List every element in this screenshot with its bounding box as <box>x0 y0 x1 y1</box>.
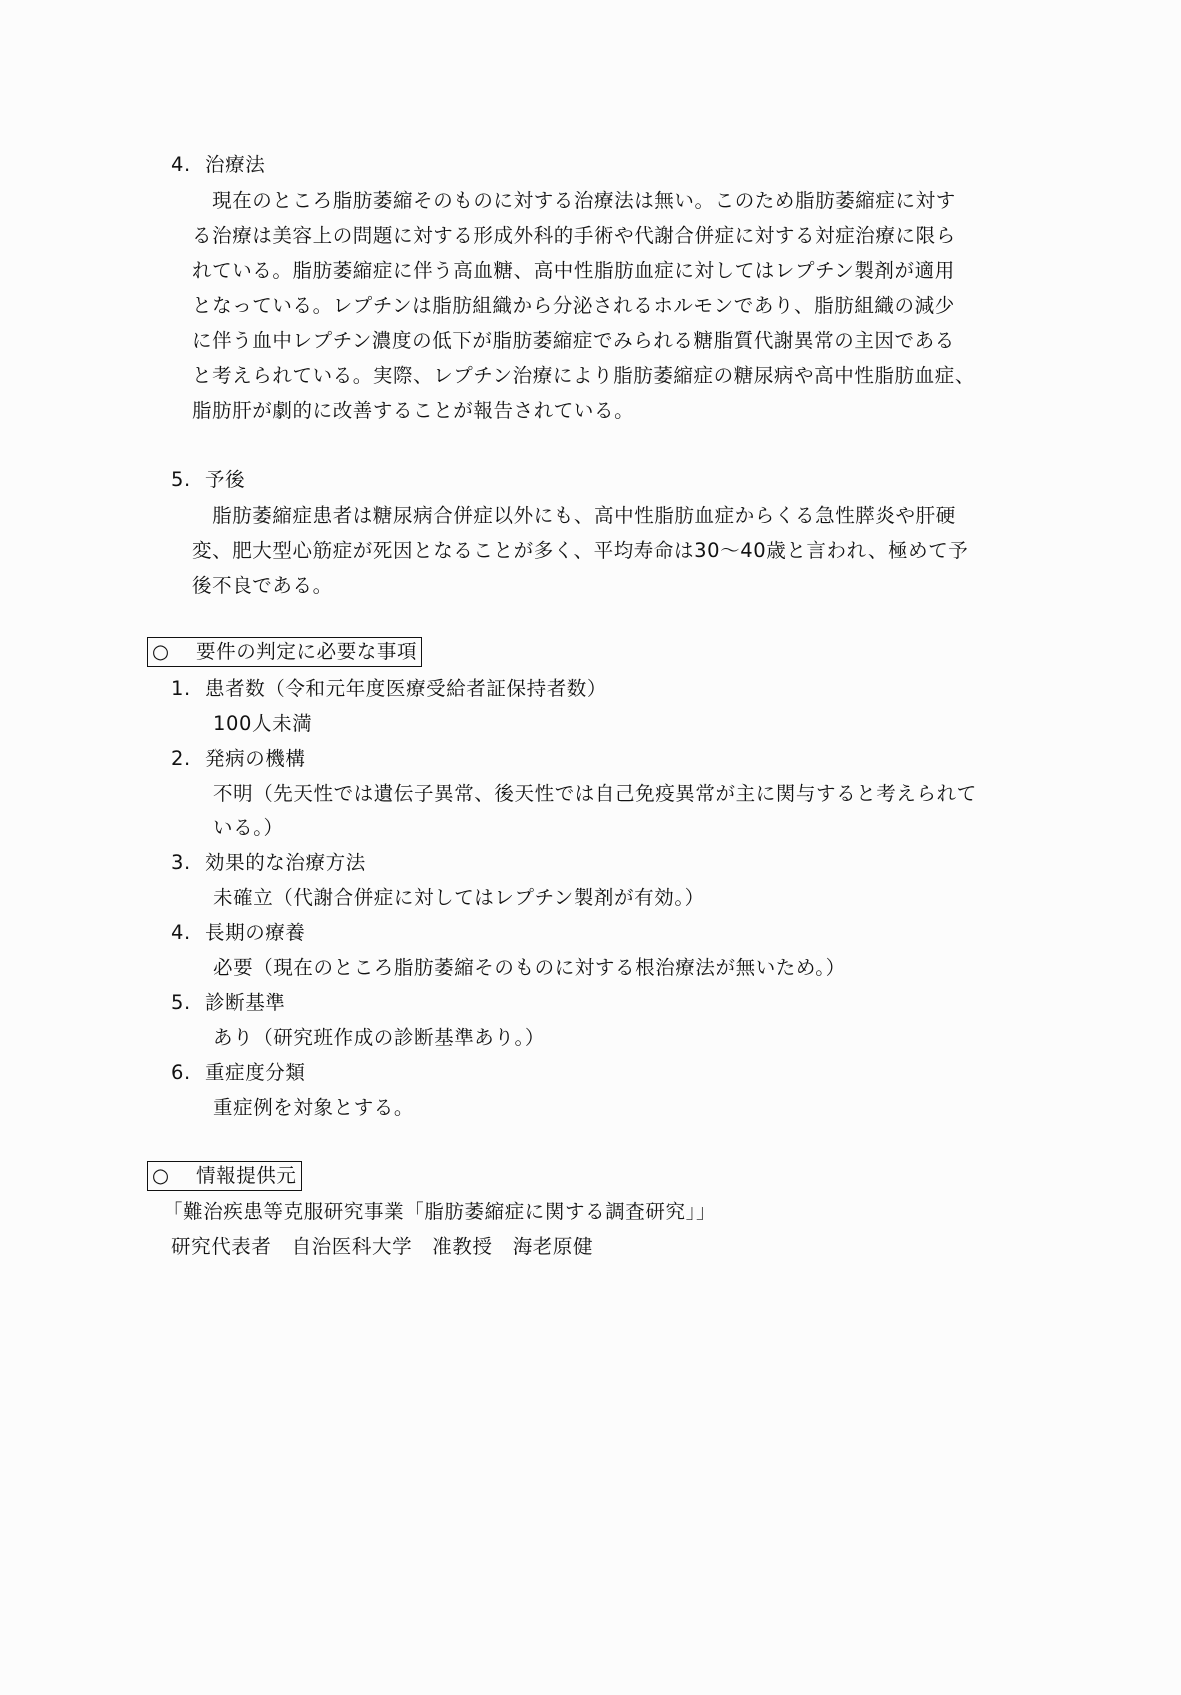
requirement-item-value: いる。） <box>213 816 284 839</box>
item-number: 3. <box>171 851 191 874</box>
source-representative: 研究代表者 自治医科大学 准教授 海老原健 <box>171 1235 594 1258</box>
source-header-box <box>147 1161 302 1191</box>
circle-marker-icon: ○ <box>152 1164 170 1187</box>
item-label: 長期の療養 <box>205 921 306 944</box>
requirement-item-label <box>171 851 366 875</box>
paragraph-line: る治療は美容上の問題に対する形成外科的手術や代謝合併症に対する対症治療に限ら <box>192 224 956 247</box>
circle-marker-icon: ○ <box>152 640 170 663</box>
paragraph-line: に伴う血中レプチン濃度の低下が脂肪萎縮症でみられる糖脂質代謝異常の主因である <box>192 329 955 352</box>
requirement-item-value: 必要（現在のところ脂肪萎縮そのものに対する根治療法が無いため。） <box>213 956 846 979</box>
item-number: 2. <box>171 747 191 770</box>
requirements-header-box <box>147 637 422 667</box>
section-title: 治療法 <box>205 153 266 176</box>
item-label: 診断基準 <box>205 991 286 1014</box>
requirements-header-title: 要件の判定に必要な事項 <box>196 640 418 663</box>
section-title: 予後 <box>205 468 246 491</box>
requirement-item-label <box>171 921 306 945</box>
requirement-item-value: 100人未満 <box>213 712 313 735</box>
requirement-item-value: 重症例を対象とする。 <box>213 1096 415 1119</box>
section-number: 5. <box>171 468 191 491</box>
item-label: 重症度分類 <box>205 1061 306 1084</box>
item-number: 5. <box>171 991 191 1014</box>
item-number: 4. <box>171 921 191 944</box>
treatment-paragraph <box>192 183 975 428</box>
section-heading-prognosis <box>171 468 245 492</box>
paragraph-line: れている。脂肪萎縮症に伴う高血糖、高中性脂肪血症に対してはレプチン製剤が適用 <box>192 259 955 282</box>
paragraph-line: と考えられている。実際、レプチン治療により脂肪萎縮症の糖尿病や高中性脂肪血症、 <box>192 364 975 387</box>
paragraph-line: 後不良である。 <box>192 574 333 597</box>
source-project: 「難治疾患等克服研究事業「脂肪萎縮症に関する調査研究」」 <box>163 1200 717 1223</box>
requirement-item-value: 不明（先天性では遺伝子異常、後天性では自己免疫異常が主に関与すると考えられて <box>213 782 977 805</box>
paragraph-line: 変、肥大型心筋症が死因となることが多く、平均寿命は30～40歳と言われ、極めて予 <box>192 539 969 562</box>
requirement-item-value: あり（研究班作成の診断基準あり。） <box>213 1026 545 1049</box>
source-header-title: 情報提供元 <box>196 1164 297 1187</box>
requirement-item-label <box>171 991 285 1015</box>
paragraph-line: となっている。レプチンは脂肪組織から分泌されるホルモンであり、脂肪組織の減少 <box>192 294 955 317</box>
requirement-item-label <box>171 747 306 771</box>
paragraph-line: 現在のところ脂肪萎縮そのものに対する治療法は無い。このため脂肪萎縮症に対す <box>192 189 956 212</box>
requirement-item-value: 未確立（代謝合併症に対してはレプチン製剤が有効。） <box>213 886 705 909</box>
item-label: 発病の機構 <box>205 747 306 770</box>
requirement-item-label <box>171 1061 306 1085</box>
item-label: 患者数（令和元年度医療受給者証保持者数） <box>205 677 608 700</box>
item-label: 効果的な治療方法 <box>205 851 366 874</box>
section-number: 4. <box>171 153 191 176</box>
item-number: 6. <box>171 1061 191 1084</box>
paragraph-line: 脂肪萎縮症患者は糖尿病合併症以外にも、高中性脂肪血症からくる急性膵炎や肝硬 <box>192 504 956 527</box>
section-heading-treatment <box>171 153 265 177</box>
paragraph-line: 脂肪肝が劇的に改善することが報告されている。 <box>192 399 635 422</box>
requirement-item-label <box>171 677 607 701</box>
prognosis-paragraph <box>192 498 968 603</box>
item-number: 1. <box>171 677 191 700</box>
